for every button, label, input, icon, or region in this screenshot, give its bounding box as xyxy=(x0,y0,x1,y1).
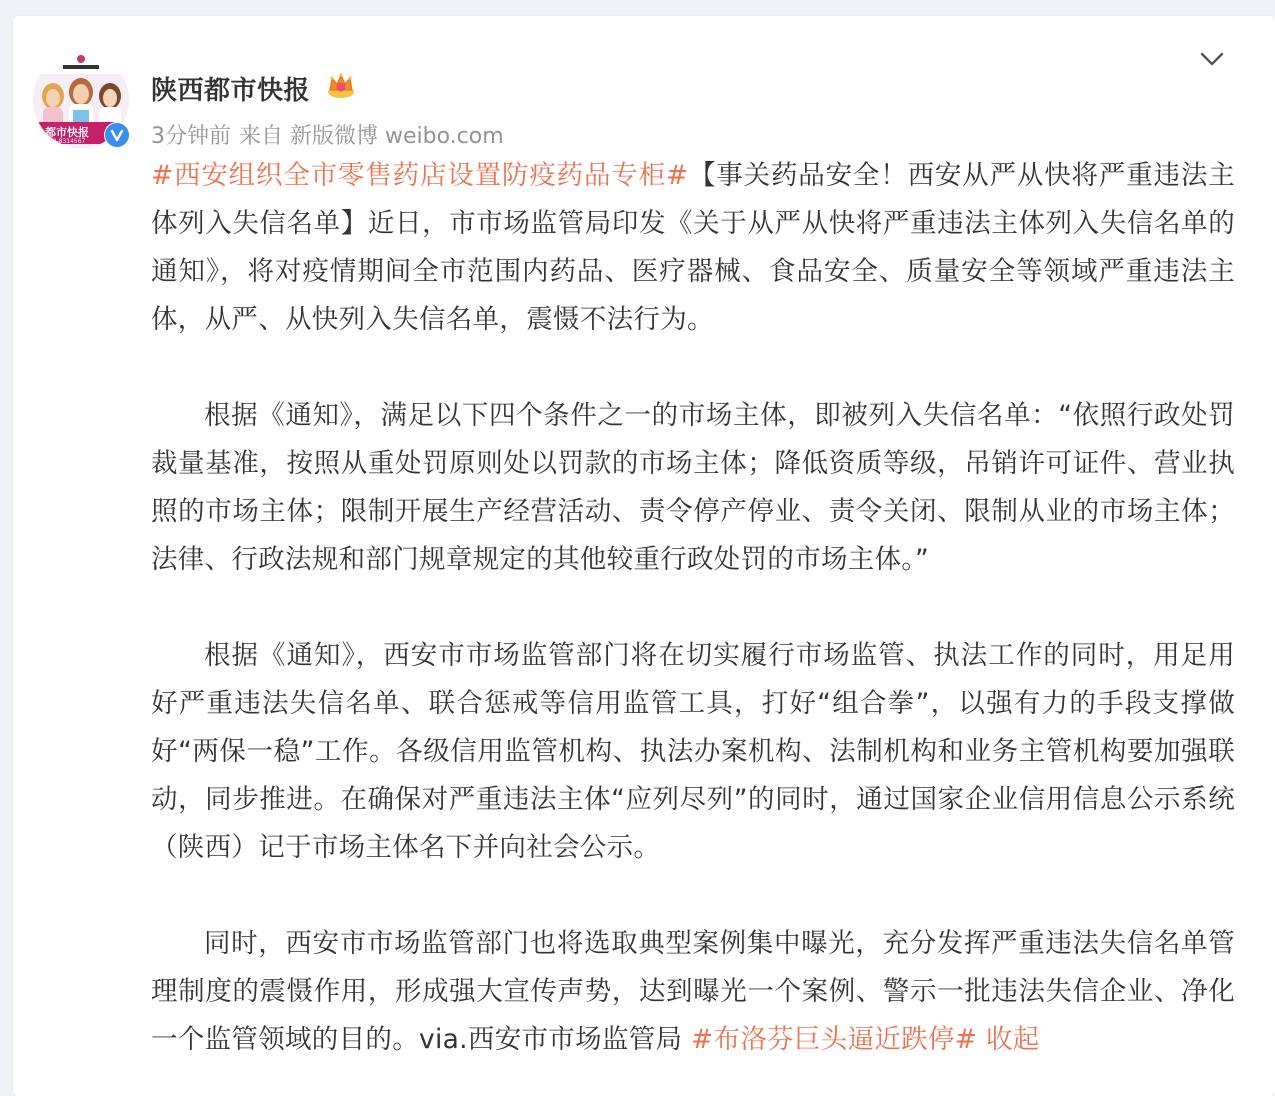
post-time[interactable]: 3分钟前 xyxy=(151,124,231,149)
chevron-down-icon[interactable] xyxy=(1199,46,1225,72)
post-meta xyxy=(151,119,512,150)
hashtag-link[interactable]: #布洛芬巨头逼近跌停# xyxy=(691,1024,978,1055)
paragraph-gap xyxy=(151,584,1235,632)
weibo-post-card xyxy=(13,16,1275,1096)
avatar-caption: 都市快报 xyxy=(45,126,89,139)
paragraph-text: 【事关药品安全！西安从严从快将严重违法主体列入失信名单】近日，市市场监管局印发《关于从严从快将严重违法主体列入失信名单的通知》，将对疫情期间全市范围内药品、医疗器械、食品安全、质量安全等领域严重违法主体，从严、从快列入失信名单，震慑不法行为。 xyxy=(151,160,1235,335)
paragraph-gap xyxy=(151,872,1235,920)
hashtag-link[interactable]: #西安组织全市零售药店设置防疫药品专柜# xyxy=(151,160,689,191)
post-source[interactable]: 来自 新版微博 weibo.com xyxy=(239,124,504,149)
paragraph-gap xyxy=(151,344,1235,392)
post-paragraph xyxy=(151,632,1235,872)
post-content xyxy=(151,152,1235,1064)
paragraph-text: 根据《通知》，满足以下四个条件之一的市场主体，即被列入失信名单：“依照行政处罚裁量基准，按照从重处罚原则处以罚款的市场主体；降低资质等级，吊销许可证件、营业执照的市场主体；限制开展生产经营活动、责令停产停业、责令关闭、限制从业的市场主体；法律、行政法规和部门规章规定的其他较重行政处罚的市场主体。” xyxy=(151,400,1235,575)
verified-badge-icon xyxy=(104,122,130,148)
avatar-phone: 029-8314567 xyxy=(45,138,86,145)
collapse-link[interactable]: 收起 xyxy=(985,1024,1040,1055)
author-name[interactable]: 陕西都市快报 xyxy=(151,76,311,106)
vip-crown-icon xyxy=(326,70,356,100)
post-paragraph xyxy=(151,392,1235,584)
post-paragraph xyxy=(151,152,1235,344)
paragraph-text: 根据《通知》，西安市市场监管部门将在切实履行市场监管、执法工作的同时，用足用好严重违法失信名单、联合惩戒等信用监管工具，打好“组合拳”，以强有力的手段支撑做好“两保一稳”工作。各级信用监管机构、执法办案机构、法制机构和业务主管机构要加强联动，同步推进。在确保对严重违法主体“应列尽列”的同时，通过国家企业信用信息公示系统（陕西）记于市场主体名下并向社会公示。 xyxy=(151,640,1235,863)
post-paragraph xyxy=(151,920,1235,1064)
paragraph-text: 同时，西安市市场监管部门也将选取典型案例集中曝光，充分发挥严重违法失信名单管理制度的震慑作用，形成强大宣传声势，达到曝光一个案例、警示一批违法失信企业、净化一个监管领域的目的。via.西安市市场监管局 xyxy=(151,928,1235,1055)
